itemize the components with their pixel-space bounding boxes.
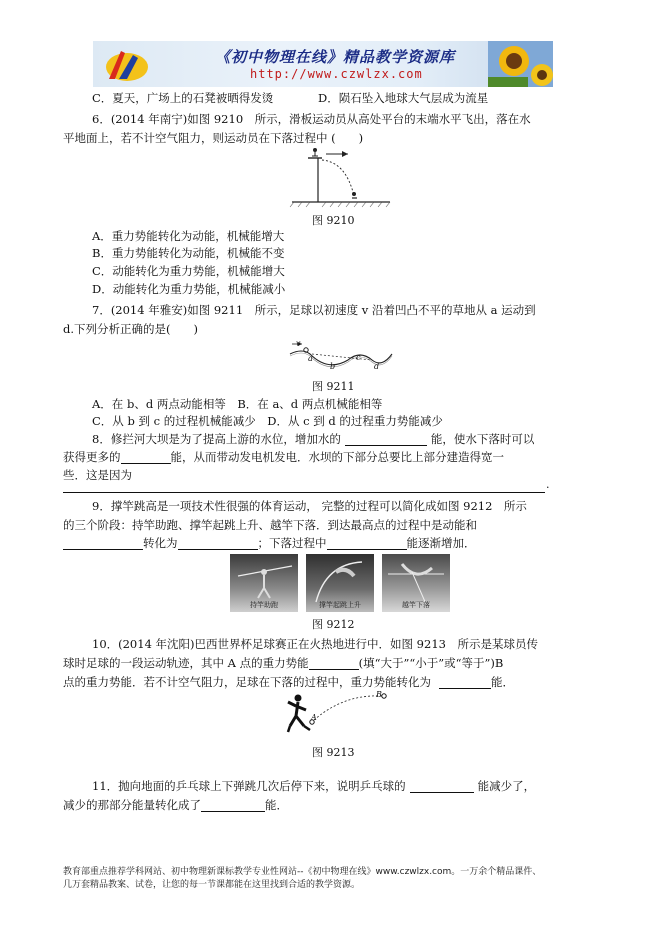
q11-text-2b: 能． bbox=[265, 798, 288, 812]
banner-url[interactable]: http://www.czwlzx.com bbox=[250, 67, 423, 81]
q8-text-2a: 获得更多的 bbox=[63, 450, 121, 464]
q8-blank-3[interactable] bbox=[63, 480, 545, 493]
footer-line1: 教育部重点推荐学科网站、初中物理新课标教学专业性网站--《初中物理在线》www.czwlzx.com。一万余个精品课件、 bbox=[63, 867, 542, 877]
q7-options-row2: C．从 b 到 c 的过程机械能减少 D．从 c 到 d 的过程重力势能减少 bbox=[92, 414, 443, 428]
fig9213-label-b: B bbox=[376, 690, 382, 699]
photo-label-rise: 撑竿起跳上升 bbox=[319, 601, 361, 609]
q6-option-d: D．动能转化为重力势能，机械能减小 bbox=[92, 282, 286, 296]
photo-run-with-pole bbox=[230, 554, 298, 612]
q9-line3 bbox=[63, 536, 476, 550]
photo-label-run: 持竿助跑 bbox=[250, 601, 278, 609]
q11-line1 bbox=[92, 779, 535, 793]
q6-option-a: A．重力势能转化为动能，机械能增大 bbox=[92, 229, 285, 243]
fig9211-label-a: a bbox=[308, 354, 313, 363]
q6-option-c: C．动能转化为重力势能，机械能增大 bbox=[92, 264, 285, 278]
q11-text-1b: 能减少了， bbox=[477, 779, 536, 793]
q8-text-1b: 能，使水下落时可以 bbox=[430, 432, 535, 446]
q8-text-2b: 能，从而带动发电机发电．水坝的下部分总要比上部分建造得宽一 bbox=[170, 450, 504, 464]
q7-stem-line1: 7．(2014 年雅安)如图 9211 所示，足球以初速度 v 沿着凹凸不平的草地从 a 运动到 bbox=[92, 303, 536, 317]
q6-option-b: B．重力势能转化为动能，机械能不变 bbox=[92, 246, 285, 260]
fig9211-label-d: d bbox=[374, 362, 380, 371]
header-banner bbox=[93, 41, 553, 87]
sunflower-image bbox=[488, 41, 553, 87]
q8-text-1a: 8．修拦河大坝是为了提高上游的水位，增加水的 bbox=[92, 432, 341, 446]
photo-pole-rise bbox=[306, 554, 374, 612]
footer-line2: 几万套精品教案、试卷，让您的每一节课都能在这里找到合适的教学资源。 bbox=[63, 880, 361, 890]
q9-blank-1[interactable] bbox=[63, 537, 143, 550]
figure-9212-caption: 图 9212 bbox=[312, 618, 355, 631]
site-logo bbox=[99, 45, 149, 85]
figure-9211-caption: 图 9211 bbox=[312, 380, 355, 393]
photo-label-clear: 越竿下落 bbox=[402, 601, 430, 609]
q6-stem-line1: 6．(2014 年南宁)如图 9210 所示，滑板运动员从高处平台的末端水平飞出，落在水 bbox=[92, 112, 531, 126]
q11-blank-2[interactable] bbox=[201, 799, 265, 812]
q10-line2 bbox=[63, 656, 503, 670]
q10-line1: 10．(2014 年沈阳)巴西世界杯足球赛正在火热地进行中．如图 9213 所示是某球员传 bbox=[92, 637, 538, 651]
fig9211-label-v: v bbox=[296, 339, 301, 348]
q10-text-3a: 点的重力势能．若不计空气阻力，足球在下落的过程中，重力势能转化为 bbox=[63, 675, 431, 689]
q8-blank-2[interactable] bbox=[121, 451, 171, 464]
q9-line2: 的三个阶段：持竿助跑、撑竿起跳上升、越竿下落．到达最高点的过程中是动能和 bbox=[63, 518, 477, 532]
q11-text-2a: 减少的那部分能量转化成了 bbox=[63, 798, 201, 812]
q10-line3 bbox=[63, 675, 514, 689]
q7-options-row1: A．在 b、d 两点动能相等 B．在 a、d 两点机械能相等 bbox=[92, 397, 383, 411]
q9-blank-3[interactable] bbox=[327, 537, 407, 550]
q10-blank-2[interactable] bbox=[439, 676, 491, 689]
figure-9210-skateboard bbox=[286, 148, 392, 208]
figure-9210-caption: 图 9210 bbox=[312, 214, 355, 227]
q11-line2 bbox=[63, 798, 288, 812]
q8-line3: 些．这是因为 bbox=[63, 468, 132, 482]
q9-blank-2[interactable] bbox=[178, 537, 258, 550]
q8-blank-1[interactable] bbox=[345, 433, 427, 446]
fig9211-label-b: b bbox=[330, 362, 336, 371]
q9-line1: 9．撑竿跳高是一项技术性很强的体育运动， 完整的过程可以简化成如图 9212 所示 bbox=[92, 499, 527, 513]
q11-text-1a: 11．抛向地面的乒乓球上下弹跳几次后停下来，说明乒乓球的 bbox=[92, 779, 406, 793]
q9-text-3b: ；下落过程中 bbox=[257, 536, 327, 550]
q10-blank-1[interactable] bbox=[309, 657, 359, 670]
q10-text-2b: (填“大于”“小于”或“等于”)B bbox=[358, 656, 504, 670]
q11-blank-1[interactable] bbox=[410, 780, 474, 793]
fig9211-label-c: c bbox=[356, 353, 361, 362]
photo-bar-clear bbox=[382, 554, 450, 612]
q8-line1 bbox=[92, 432, 534, 446]
fig9213-label-a: A bbox=[311, 713, 317, 722]
q7-stem-line2: d.下列分析正确的是( ) bbox=[63, 322, 198, 336]
q10-text-2a: 球时足球的一段运动轨迹，其中 A 点的重力势能 bbox=[63, 656, 309, 670]
figure-9213-caption: 图 9213 bbox=[312, 746, 355, 759]
q8-end-period: . bbox=[546, 478, 550, 491]
q8-line2 bbox=[63, 450, 504, 464]
q6-stem-line2: 平地面上，若不计空气阻力，则运动员在下落过程中 ( ) bbox=[63, 131, 364, 145]
q9-text-3a: 转化为 bbox=[143, 536, 178, 550]
q10-text-3b: 能． bbox=[491, 675, 514, 689]
q5-option-c: C．夏天，广场上的石凳被晒得发烫 bbox=[92, 91, 274, 105]
banner-title: 《初中物理在线》精品教学资源库 bbox=[215, 48, 456, 66]
q9-text-3c: 能逐渐增加． bbox=[406, 536, 476, 550]
q5-option-d: D．陨石坠入地球大气层成为流星 bbox=[318, 91, 489, 105]
